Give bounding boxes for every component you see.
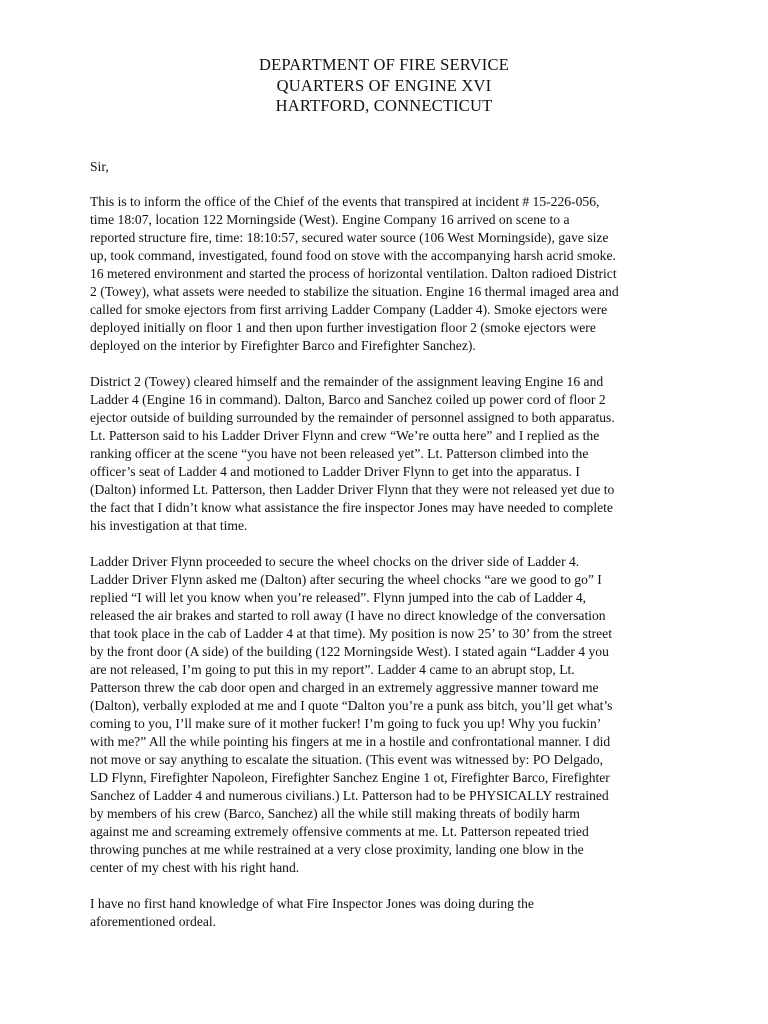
paragraph-confrontation bbox=[90, 553, 690, 877]
city-state: HARTFORD, CONNECTICUT bbox=[275, 96, 493, 115]
text-line: deployed initially on floor 1 and then upon further investigation floor 2 (smoke ejectors were bbox=[90, 320, 596, 335]
text-line: with me?” All the while pointing his fingers at me in a hostile and confrontational manner. I did bbox=[90, 734, 611, 749]
text-line: are not released, I’m going to put this in my report”. Ladder 4 came to an abrupt stop, Lt. bbox=[90, 662, 575, 677]
text-line: released the air brakes and started to roll away (I have no direct knowledge of the conversation bbox=[90, 608, 606, 623]
text-line: deployed on the interior by Firefighter Barco and Firefighter Sanchez). bbox=[90, 338, 476, 353]
text-line: by members of his crew (Barco, Sanchez) all the while still making threats of bodily harm bbox=[90, 806, 580, 821]
text-line: called for smoke ejectors from first arriving Ladder Company (Ladder 4). Smoke ejectors were bbox=[90, 302, 608, 317]
text-line: aforementioned ordeal. bbox=[90, 914, 217, 929]
paragraph-closing-statement bbox=[90, 895, 690, 931]
department-name: DEPARTMENT OF FIRE SERVICE bbox=[259, 55, 509, 74]
salutation: Sir, bbox=[90, 159, 109, 174]
text-line: time 18:07, location 122 Morningside (West). Engine Company 16 arrived on scene to a bbox=[90, 212, 570, 227]
quarters-name: QUARTERS OF ENGINE XVI bbox=[276, 75, 492, 95]
paragraph-incident-summary bbox=[90, 193, 690, 355]
letterhead bbox=[0, 55, 768, 117]
text-line: ranking officer at the scene “you have not been released yet”. Lt. Patterson climbed into the bbox=[90, 446, 589, 461]
text-line: replied “I will let you know when you’re released”. Flynn jumped into the cab of Ladder 4, bbox=[90, 590, 587, 605]
paragraph-release-dispute bbox=[90, 373, 690, 535]
text-line: the fact that I didn’t know what assistance the fire inspector Jones may have needed to complete bbox=[90, 500, 613, 515]
text-line: (Dalton), verbally exploded at me and I quote “Dalton you’re a punk ass bitch, you’ll get what’s bbox=[90, 698, 613, 713]
text-line: his investigation at that time. bbox=[90, 518, 248, 533]
text-line: (Dalton) informed Lt. Patterson, then Ladder Driver Flynn that they were not released yet due to bbox=[90, 482, 615, 497]
text-line: not move or say anything to escalate the situation. (This event was witnessed by: PO Delgado, bbox=[90, 752, 604, 767]
text-line: LD Flynn, Firefighter Napoleon, Firefighter Sanchez Engine 1 ot, Firefighter Barco, Firefighter bbox=[90, 770, 610, 785]
text-line: Ladder Driver Flynn proceeded to secure the wheel chocks on the driver side of Ladder 4. bbox=[90, 554, 580, 569]
text-line: District 2 (Towey) cleared himself and the remainder of the assignment leaving Engine 16 and bbox=[90, 374, 604, 389]
text-line: reported structure fire, time: 18:10:57, secured water source (106 West Morningside), gave size bbox=[90, 230, 609, 245]
text-line: Ladder 4 (Engine 16 in command). Dalton, Barco and Sanchez coiled up power cord of floor 2 bbox=[90, 392, 606, 407]
text-line: ejector outside of building surrounded by the remainder of personnel assigned to both apparatus. bbox=[90, 410, 615, 425]
text-line: center of my chest with his right hand. bbox=[90, 860, 300, 875]
text-line: officer’s seat of Ladder 4 and motioned to Ladder Driver Flynn to get into the apparatus. I bbox=[90, 464, 580, 479]
text-line: 16 metered environment and started the process of horizontal ventilation. Dalton radioed District bbox=[90, 266, 617, 281]
text-line: throwing punches at me while restrained at a very close proximity, landing one blow in the bbox=[90, 842, 584, 857]
text-line: Patterson threw the cab door open and charged in an extremely aggressive manner toward me bbox=[90, 680, 599, 695]
letter-body bbox=[90, 158, 690, 949]
text-line: that took place in the cab of Ladder 4 at that time). My position is now 25’ to 30’ from the street bbox=[90, 626, 612, 641]
text-line: coming to you, I’ll make sure of it mother fucker! I’m going to fuck you up! Why you fuckin’ bbox=[90, 716, 602, 731]
text-line: Sanchez of Ladder 4 and numerous civilians.) Lt. Patterson had to be PHYSICALLY restrained bbox=[90, 788, 609, 803]
text-line: Ladder Driver Flynn asked me (Dalton) after securing the wheel chocks “are we good to go” I bbox=[90, 572, 602, 587]
text-line: I have no first hand knowledge of what Fire Inspector Jones was doing during the bbox=[90, 896, 534, 911]
text-line: 2 (Towey), what assets were needed to stabilize the situation. Engine 16 thermal imaged area and bbox=[90, 284, 619, 299]
text-line: Lt. Patterson said to his Ladder Driver Flynn and crew “We’re outta here” and I replied as the bbox=[90, 428, 600, 443]
text-line: up, took command, investigated, found food on stove with the accompanying harsh acrid smoke. bbox=[90, 248, 616, 263]
text-line: against me and screaming extremely offensive comments at me. Lt. Patterson repeated tried bbox=[90, 824, 589, 839]
text-line: by the front door (A side) of the building (122 Morningside West). I stated again “Ladder 4 you bbox=[90, 644, 609, 659]
text-line: This is to inform the office of the Chief of the events that transpired at incident # 15-226-056, bbox=[90, 194, 600, 209]
